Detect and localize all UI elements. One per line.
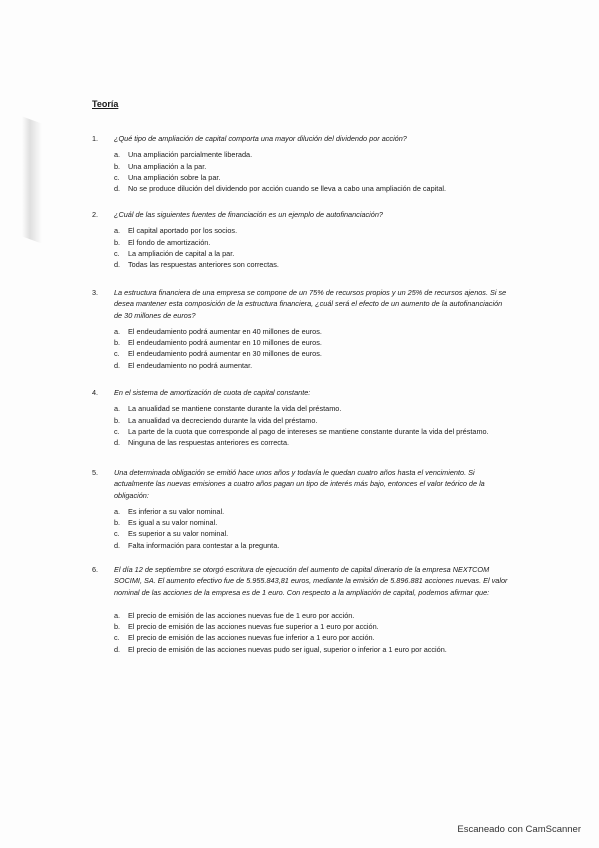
question-4 — [92, 387, 512, 448]
option-text: El precio de emisión de las acciones nuevas fue inferior a 1 euro por acción. — [128, 633, 375, 643]
option-letter: c. — [114, 426, 120, 436]
option-letter: c. — [114, 172, 120, 182]
option-b — [114, 237, 512, 248]
page-title: Teoría — [92, 99, 119, 109]
option-text: Una ampliación sobre la par. — [128, 172, 221, 182]
option-a — [114, 149, 512, 160]
option-text: No se produce dilución del dividendo por acción cuando se lleva a cabo una ampliación de capital. — [128, 183, 447, 193]
option-text: El endeudamiento podrá aumentar en 30 millones de euros. — [128, 349, 322, 359]
option-letter: c. — [114, 529, 120, 539]
option-letter: b. — [114, 237, 121, 247]
option-text: El endeudamiento podrá aumentar en 40 millones de euros. — [128, 326, 322, 336]
scan-shadow — [22, 116, 42, 243]
option-text: La parte de la cuota que corresponde al pago de intereses se mantiene constante durante la vida del préstamo. — [128, 426, 489, 436]
option-letter: d. — [114, 360, 121, 370]
question-1 — [92, 133, 512, 194]
question-6 — [92, 564, 512, 655]
option-text: Es superior a su valor nominal. — [128, 529, 229, 539]
option-list — [114, 403, 512, 448]
option-text: El precio de emisión de las acciones nuevas fue superior a 1 euro por acción. — [128, 622, 379, 632]
option-text: El precio de emisión de las acciones nuevas fue de 1 euro por acción. — [128, 610, 355, 620]
option-d — [114, 644, 512, 655]
option-text: Todas las respuestas anteriores son correctas. — [128, 259, 279, 269]
question-5 — [92, 467, 512, 551]
option-d — [114, 360, 512, 371]
question-number: 1. — [92, 134, 99, 143]
option-c — [114, 348, 512, 359]
option-text: El endeudamiento no podrá aumentar. — [128, 360, 253, 370]
option-a — [114, 326, 512, 337]
option-b — [114, 621, 512, 632]
question-2 — [92, 209, 512, 270]
option-c — [114, 248, 512, 259]
option-letter: c. — [114, 633, 120, 643]
question-3 — [92, 287, 512, 371]
option-letter: b. — [114, 518, 121, 528]
option-letter: b. — [114, 161, 121, 171]
question-number: 6. — [92, 565, 99, 574]
option-list — [114, 326, 512, 371]
option-text: Es inferior a su valor nominal. — [128, 506, 225, 516]
option-a — [114, 403, 512, 414]
option-text: Falta información para contestar a la pregunta. — [128, 540, 280, 550]
option-b — [114, 415, 512, 426]
option-b — [114, 161, 512, 172]
question-text: ¿Cuál de las siguientes fuentes de financiación es un ejemplo de autofinanciación? — [114, 210, 383, 219]
option-text: La anualidad va decreciendo durante la vida del préstamo. — [128, 415, 318, 425]
option-text: El fondo de amortización. — [128, 237, 211, 247]
option-d — [114, 540, 512, 551]
question-number: 3. — [92, 288, 99, 297]
option-a — [114, 506, 512, 517]
option-c — [114, 632, 512, 643]
question-number: 2. — [92, 210, 99, 219]
option-text: La anualidad se mantiene constante durante la vida del préstamo. — [128, 404, 342, 414]
option-text: La ampliación de capital a la par. — [128, 248, 235, 258]
option-list — [114, 506, 512, 551]
option-a — [114, 610, 512, 621]
question-text: En el sistema de amortización de cuota de capital constante: — [114, 388, 311, 397]
option-a — [114, 225, 512, 236]
question-number: 5. — [92, 468, 99, 477]
option-letter: a. — [114, 226, 121, 236]
question-text: Una determinada obligación se emitió hace unos años y todavía le quedan cuatro años hasta el vencimiento. Si actualmente las nuevas emisiones a cuatro años pagan un tipo de interés más bajo, entonces el valor teórico de la obligación: — [114, 468, 485, 500]
option-letter: a. — [114, 150, 121, 160]
option-d — [114, 437, 512, 448]
option-letter: d. — [114, 259, 121, 269]
option-letter: c. — [114, 349, 120, 359]
option-c — [114, 426, 512, 437]
option-letter: c. — [114, 248, 120, 258]
option-letter: a. — [114, 404, 121, 414]
option-c — [114, 528, 512, 539]
option-letter: a. — [114, 506, 121, 516]
option-c — [114, 172, 512, 183]
option-letter: a. — [114, 610, 121, 620]
option-letter: d. — [114, 183, 121, 193]
option-d — [114, 183, 512, 194]
option-letter: b. — [114, 415, 121, 425]
question-text: La estructura financiera de una empresa se compone de un 75% de recursos propios y un 25% de recursos ajenos. Si se desea mantener esta composición de la estructura financiera, ¿cuál será el efecto de un aumento de la autofinanciación de 30 millones de euros? — [114, 288, 507, 320]
option-text: Una ampliación a la par. — [128, 161, 207, 171]
option-text: El capital aportado por los socios. — [128, 226, 238, 236]
option-list — [114, 610, 512, 655]
option-text: El precio de emisión de las acciones nuevas pudo ser igual, superior o inferior a 1 euro por acción. — [128, 644, 447, 654]
option-letter: a. — [114, 326, 121, 336]
question-number: 4. — [92, 388, 99, 397]
option-text: Es igual a su valor nominal. — [128, 518, 218, 528]
option-d — [114, 259, 512, 270]
option-text: Ninguna de las respuestas anteriores es correcta. — [128, 437, 290, 447]
option-b — [114, 517, 512, 528]
option-b — [114, 337, 512, 348]
option-letter: b. — [114, 622, 121, 632]
option-letter: d. — [114, 437, 121, 447]
option-list — [114, 149, 512, 194]
scanner-watermark: Escaneado con CamScanner — [457, 824, 581, 835]
option-letter: d. — [114, 540, 121, 550]
option-list — [114, 225, 512, 270]
option-text: El endeudamiento podrá aumentar en 10 millones de euros. — [128, 338, 322, 348]
option-letter: b. — [114, 338, 121, 348]
option-text: Una ampliación parcialmente liberada. — [128, 150, 253, 160]
option-letter: d. — [114, 644, 121, 654]
question-text: ¿Qué tipo de ampliación de capital comporta una mayor dilución del dividendo por acción? — [114, 134, 407, 143]
question-text: El día 12 de septiembre se otorgó escritura de ejecución del aumento de capital dinerario de la empresa NEXTCOM SOCIMI, SA. El aumento efectivo fue de 5.955.843,81 euros, mediante la emisión de 5.896.881 acciones nuevas. El valor nominal de las acciones de la empresa es de 1 euro. Con respecto a la ampliación de capital, podemos afirmar que: — [114, 565, 508, 597]
